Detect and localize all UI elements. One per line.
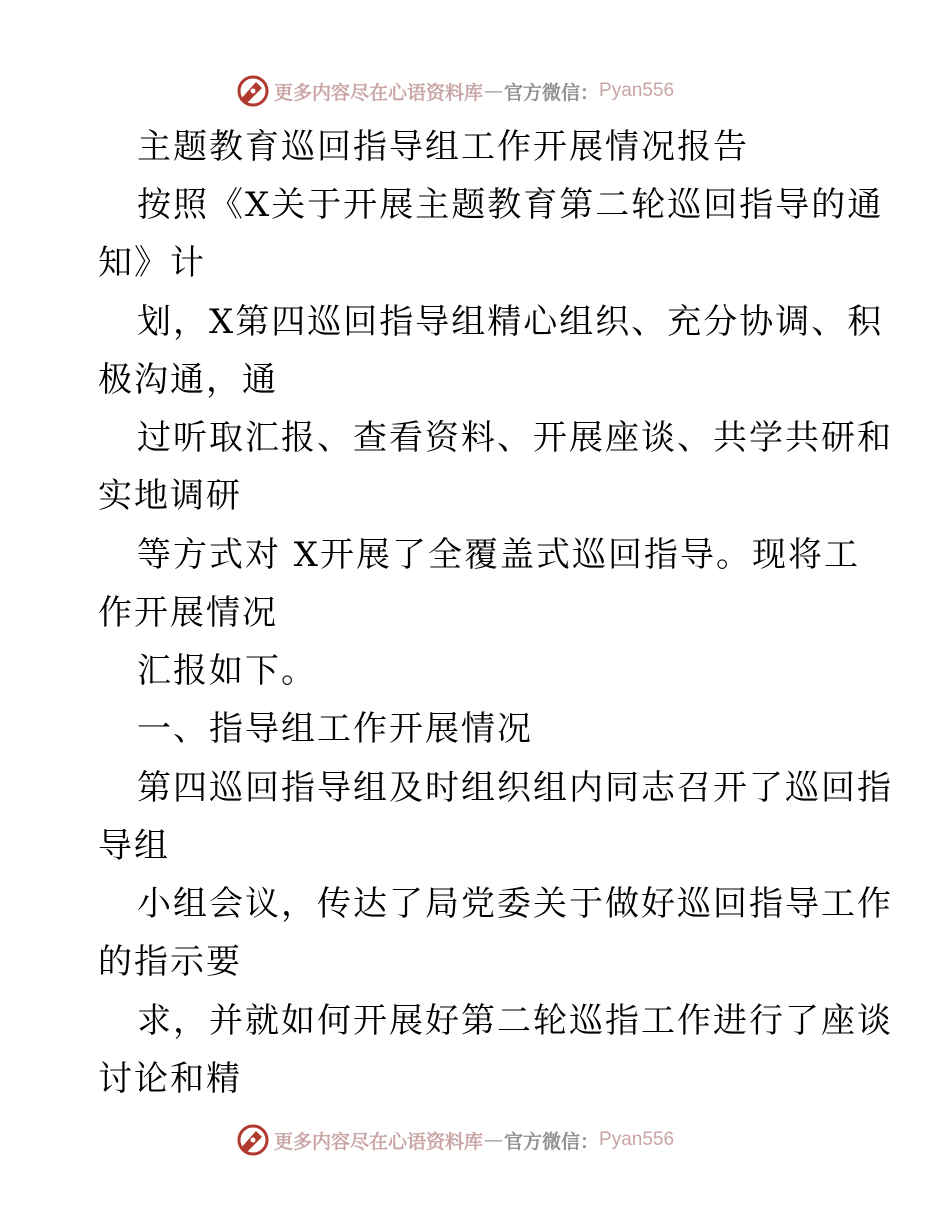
text-line: 知》计 <box>98 243 206 283</box>
banner-separator: — <box>484 80 504 102</box>
text-line: 导组 <box>98 826 170 866</box>
text-line: 汇报如下。 <box>137 651 317 691</box>
banner-separator: — <box>484 1129 504 1151</box>
banner-text: 更多内容尽在心语资料库 <box>274 1130 484 1153</box>
section-heading: 一、指导组工作开展情况 <box>137 709 533 749</box>
text-line: 按照《X关于开展主题教育第二轮巡回指导的通 <box>137 185 884 225</box>
text-line: 作开展情况 <box>98 593 278 633</box>
text-line: 等方式对 X开展了全覆盖式巡回指导。现将工 <box>137 535 861 575</box>
text-line: 实地调研 <box>98 476 242 516</box>
fountain-pen-nib-icon <box>236 74 270 108</box>
banner-wechat-label: 官方微信： <box>504 81 600 104</box>
text-line: 划，X第四巡回指导组精心组织、充分协调、积 <box>137 302 884 342</box>
text-line: 极沟通，通 <box>98 360 278 400</box>
banner-wechat-id: Pyan556 <box>599 80 675 101</box>
footer-banner <box>236 1123 674 1157</box>
text-line: 第四巡回指导组及时组织组内同志召开了巡回指 <box>137 768 893 808</box>
text-line: 求，并就如何开展好第二轮巡指工作进行了座谈 <box>137 1001 893 1041</box>
banner-text: 更多内容尽在心语资料库 <box>274 81 484 104</box>
banner-wechat-id: Pyan556 <box>599 1129 675 1150</box>
document-title: 主题教育巡回指导组工作开展情况报告 <box>137 127 749 167</box>
fountain-pen-nib-icon <box>236 1123 270 1157</box>
text-line: 小组会议，传达了局党委关于做好巡回指导工作 <box>137 884 893 924</box>
text-line: 讨论和精 <box>98 1059 242 1099</box>
text-line: 过听取汇报、查看资料、开展座谈、共学共研和 <box>137 418 893 458</box>
text-line: 的指示要 <box>98 942 242 982</box>
banner-wechat-label: 官方微信： <box>504 1130 600 1153</box>
header-banner <box>236 74 674 108</box>
